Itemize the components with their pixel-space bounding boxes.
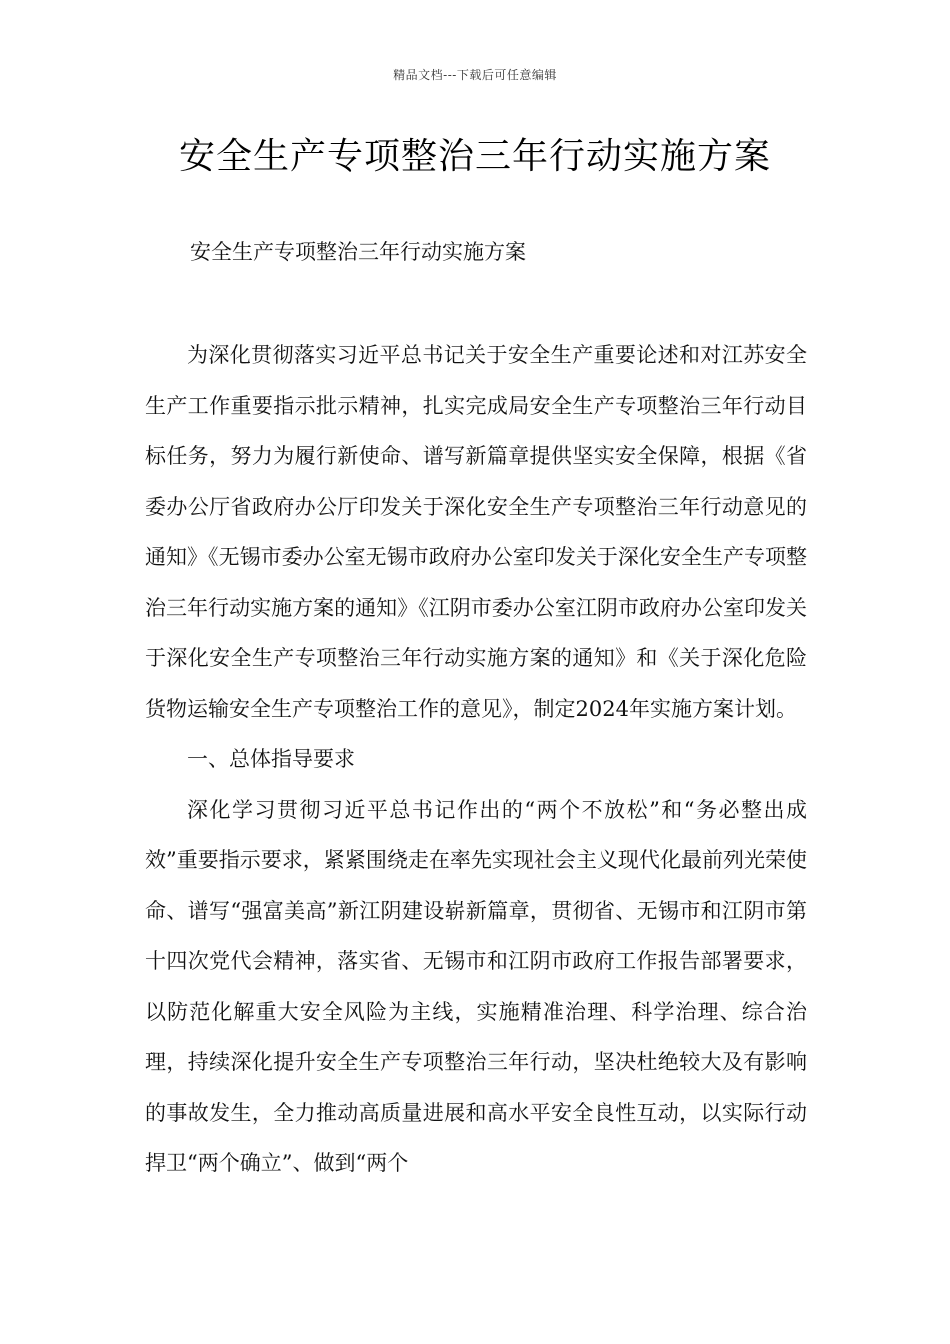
document-title: 安全生产专项整治三年行动实施方案 (178, 136, 771, 177)
paragraph-intro: 为深化贯彻落实习近平总书记关于安全生产重要论述和对江苏安全生产工作重要指示批示精神，扎实完成局安全生产专项整治三年行动目标任务，努力为履行新使命、谱写新篇章提供坚实安全保障，根据《省委办公厅省政府办公厅印发关于深化安全生产专项整治三年行动意见的通知》《无锡市委办公室无锡市政府办公室印发关于深化安全生产专项整治三年行动实施方案的通知》《江阴市委办公室江阴市政府办公室印发关于深化安全生产专项整治三年行动实施方案的通知》和《关于深化危险货物运输安全生产专项整治工作的意见》，制定2024年实施方案计划。 (145, 343, 807, 721)
document-body (145, 330, 807, 1189)
header-note: 精品文档---下载后可任意编辑 (393, 68, 557, 82)
paragraph-guidance: 深化学习贯彻习近平总书记作出的“两个不放松”和“务必整出成效”重要指示要求，紧紧围绕走在率先实现社会主义现代化最前列光荣使命、谱写“强富美高”新江阴建设崭新篇章，贯彻省、无锡市和江阴市第十四次党代会精神，落实省、无锡市和江阴市政府工作报告部署要求，以防范化解重大安全风险为主线，实施精准治理、科学治理、综合治理，持续深化提升安全生产专项整治三年行动，坚决杜绝较大及有影响的事故发生，全力推动高质量进展和高水平安全良性互动，以实际行动捍卫“两个确立”、做到“两个 (145, 797, 807, 1175)
document-subtitle: 安全生产专项整治三年行动实施方案 (190, 240, 526, 264)
section-heading: 一、总体指导要求 (187, 747, 355, 771)
